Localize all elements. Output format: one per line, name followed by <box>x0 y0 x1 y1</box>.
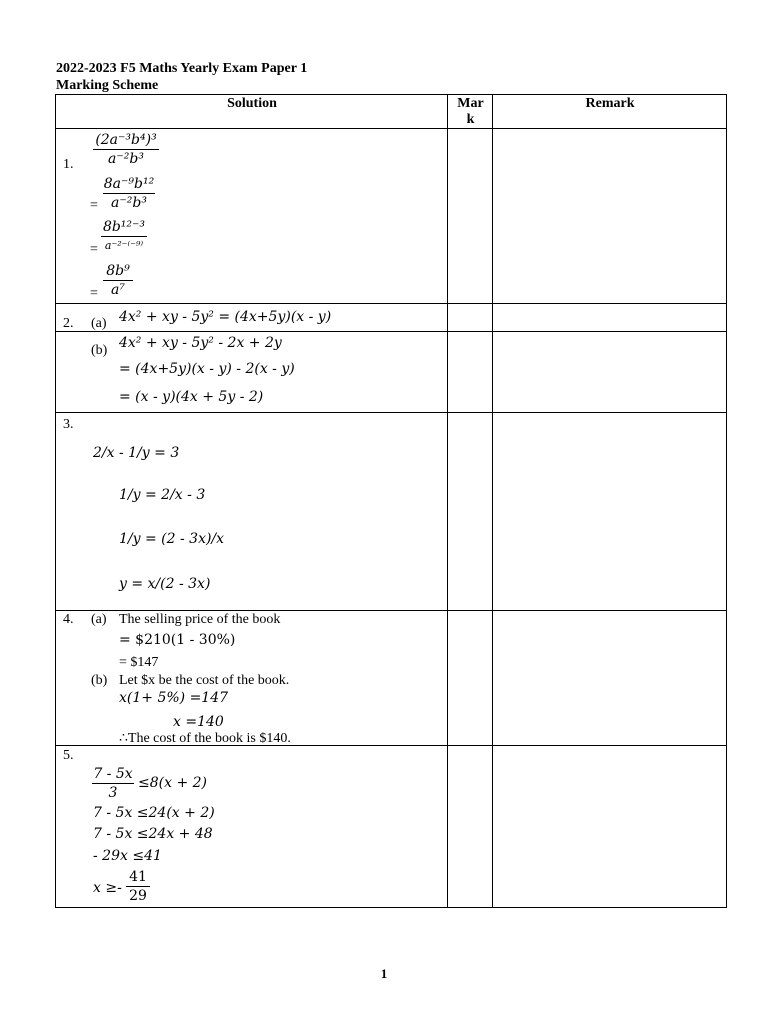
q1-fraction-4 <box>103 263 133 298</box>
q5-number: 5. <box>63 748 74 763</box>
q4-part-b-text: Let $x be the cost of the book. <box>119 673 290 688</box>
q5-fraction-denominator: 3 <box>108 785 118 801</box>
q4-number: 4. <box>63 612 74 627</box>
q3-number: 3. <box>63 417 74 432</box>
q2-part-b-line-1: 4x² + xy - 5y² - 2x + 2y <box>119 335 282 351</box>
q5-line-2: 7 - 5x ≤24(x + 2) <box>93 805 215 821</box>
q4-part-b-line-2: x =140 <box>173 714 224 730</box>
q5-fraction-numerator: 7 - 5x <box>93 766 133 782</box>
q1-fraction-1 <box>93 132 159 167</box>
page-number: 1 <box>380 966 388 981</box>
q1-equals-2: = <box>90 198 98 213</box>
page-title-line2: Marking Scheme <box>56 78 159 93</box>
q5-final-numerator: 41 <box>129 869 147 885</box>
column-header-solution: Solution <box>227 96 277 111</box>
q5-line-5-lhs: x ≥- <box>93 880 122 896</box>
q4-part-a-line-2: = $147 <box>119 655 159 670</box>
q1-fraction-1-numerator: (2a⁻³b⁴)³ <box>95 132 157 148</box>
column-header-mark-line2: k <box>466 112 475 127</box>
q1-fraction-3 <box>101 219 147 254</box>
q2-part-a-label: (a) <box>91 316 107 331</box>
q1-fraction-2-denominator: a⁻²b³ <box>111 195 147 211</box>
page-title-line1: 2022-2023 F5 Maths Yearly Exam Paper 1 <box>56 61 308 76</box>
q4-part-a-label: (a) <box>91 612 107 627</box>
q1-equals-4: = <box>90 286 98 301</box>
q2-part-b-line-2: = (4x+5y)(x - y) - 2(x - y) <box>119 361 295 377</box>
q5-fraction <box>92 766 134 801</box>
q2-part-b-line-3: = (x - y)(4x + 5y - 2) <box>119 389 264 405</box>
q1-fraction-3-denominator: a⁻²⁻⁽⁻⁹⁾ <box>104 239 144 252</box>
q4-part-b-label: (b) <box>91 673 108 688</box>
q5-line-1-rhs: ≤8(x + 2) <box>138 775 207 791</box>
q5-final-denominator: 29 <box>129 888 147 904</box>
q5-line-4: - 29x ≤41 <box>93 848 162 864</box>
q4-part-a-line-1: = $210(1 - 30%) <box>119 632 236 648</box>
column-header-remark: Remark <box>585 96 635 111</box>
q1-fraction-4-denominator: a⁷ <box>111 282 125 298</box>
q1-fraction-1-denominator: a⁻²b³ <box>108 151 144 167</box>
column-header-mark-line1: Mar <box>457 96 484 111</box>
q1-fraction-2 <box>103 176 155 211</box>
q1-equals-3: = <box>90 242 98 257</box>
q2-number: 2. <box>63 316 74 331</box>
q4-part-b-line-1: x(1+ 5%) =147 <box>119 690 229 706</box>
q3-line-4: y = x/(2 - 3x) <box>119 576 211 592</box>
q1-fraction-2-numerator: 8a⁻⁹b¹² <box>103 176 155 192</box>
q5-line-3: 7 - 5x ≤24x + 48 <box>93 826 213 842</box>
q5-final-fraction <box>126 869 150 904</box>
q4-conclusion: ∴The cost of the book is $140. <box>119 731 291 746</box>
q1-number: 1. <box>63 157 74 172</box>
q3-line-1: 2/x - 1/y = 3 <box>93 445 180 461</box>
q3-line-3: 1/y = (2 - 3x)/x <box>119 531 225 547</box>
column-header-mark <box>448 96 493 128</box>
q1-fraction-4-numerator: 8b⁹ <box>106 263 130 279</box>
q1-fraction-3-numerator: 8b¹²⁻³ <box>102 219 146 235</box>
q2-part-a-expression: 4x² + xy - 5y² = (4x+5y)(x - y) <box>119 309 332 325</box>
q2-part-b-label: (b) <box>91 343 108 358</box>
q4-part-a-text: The selling price of the book <box>119 612 281 627</box>
q3-line-2: 1/y = 2/x - 3 <box>119 487 206 503</box>
